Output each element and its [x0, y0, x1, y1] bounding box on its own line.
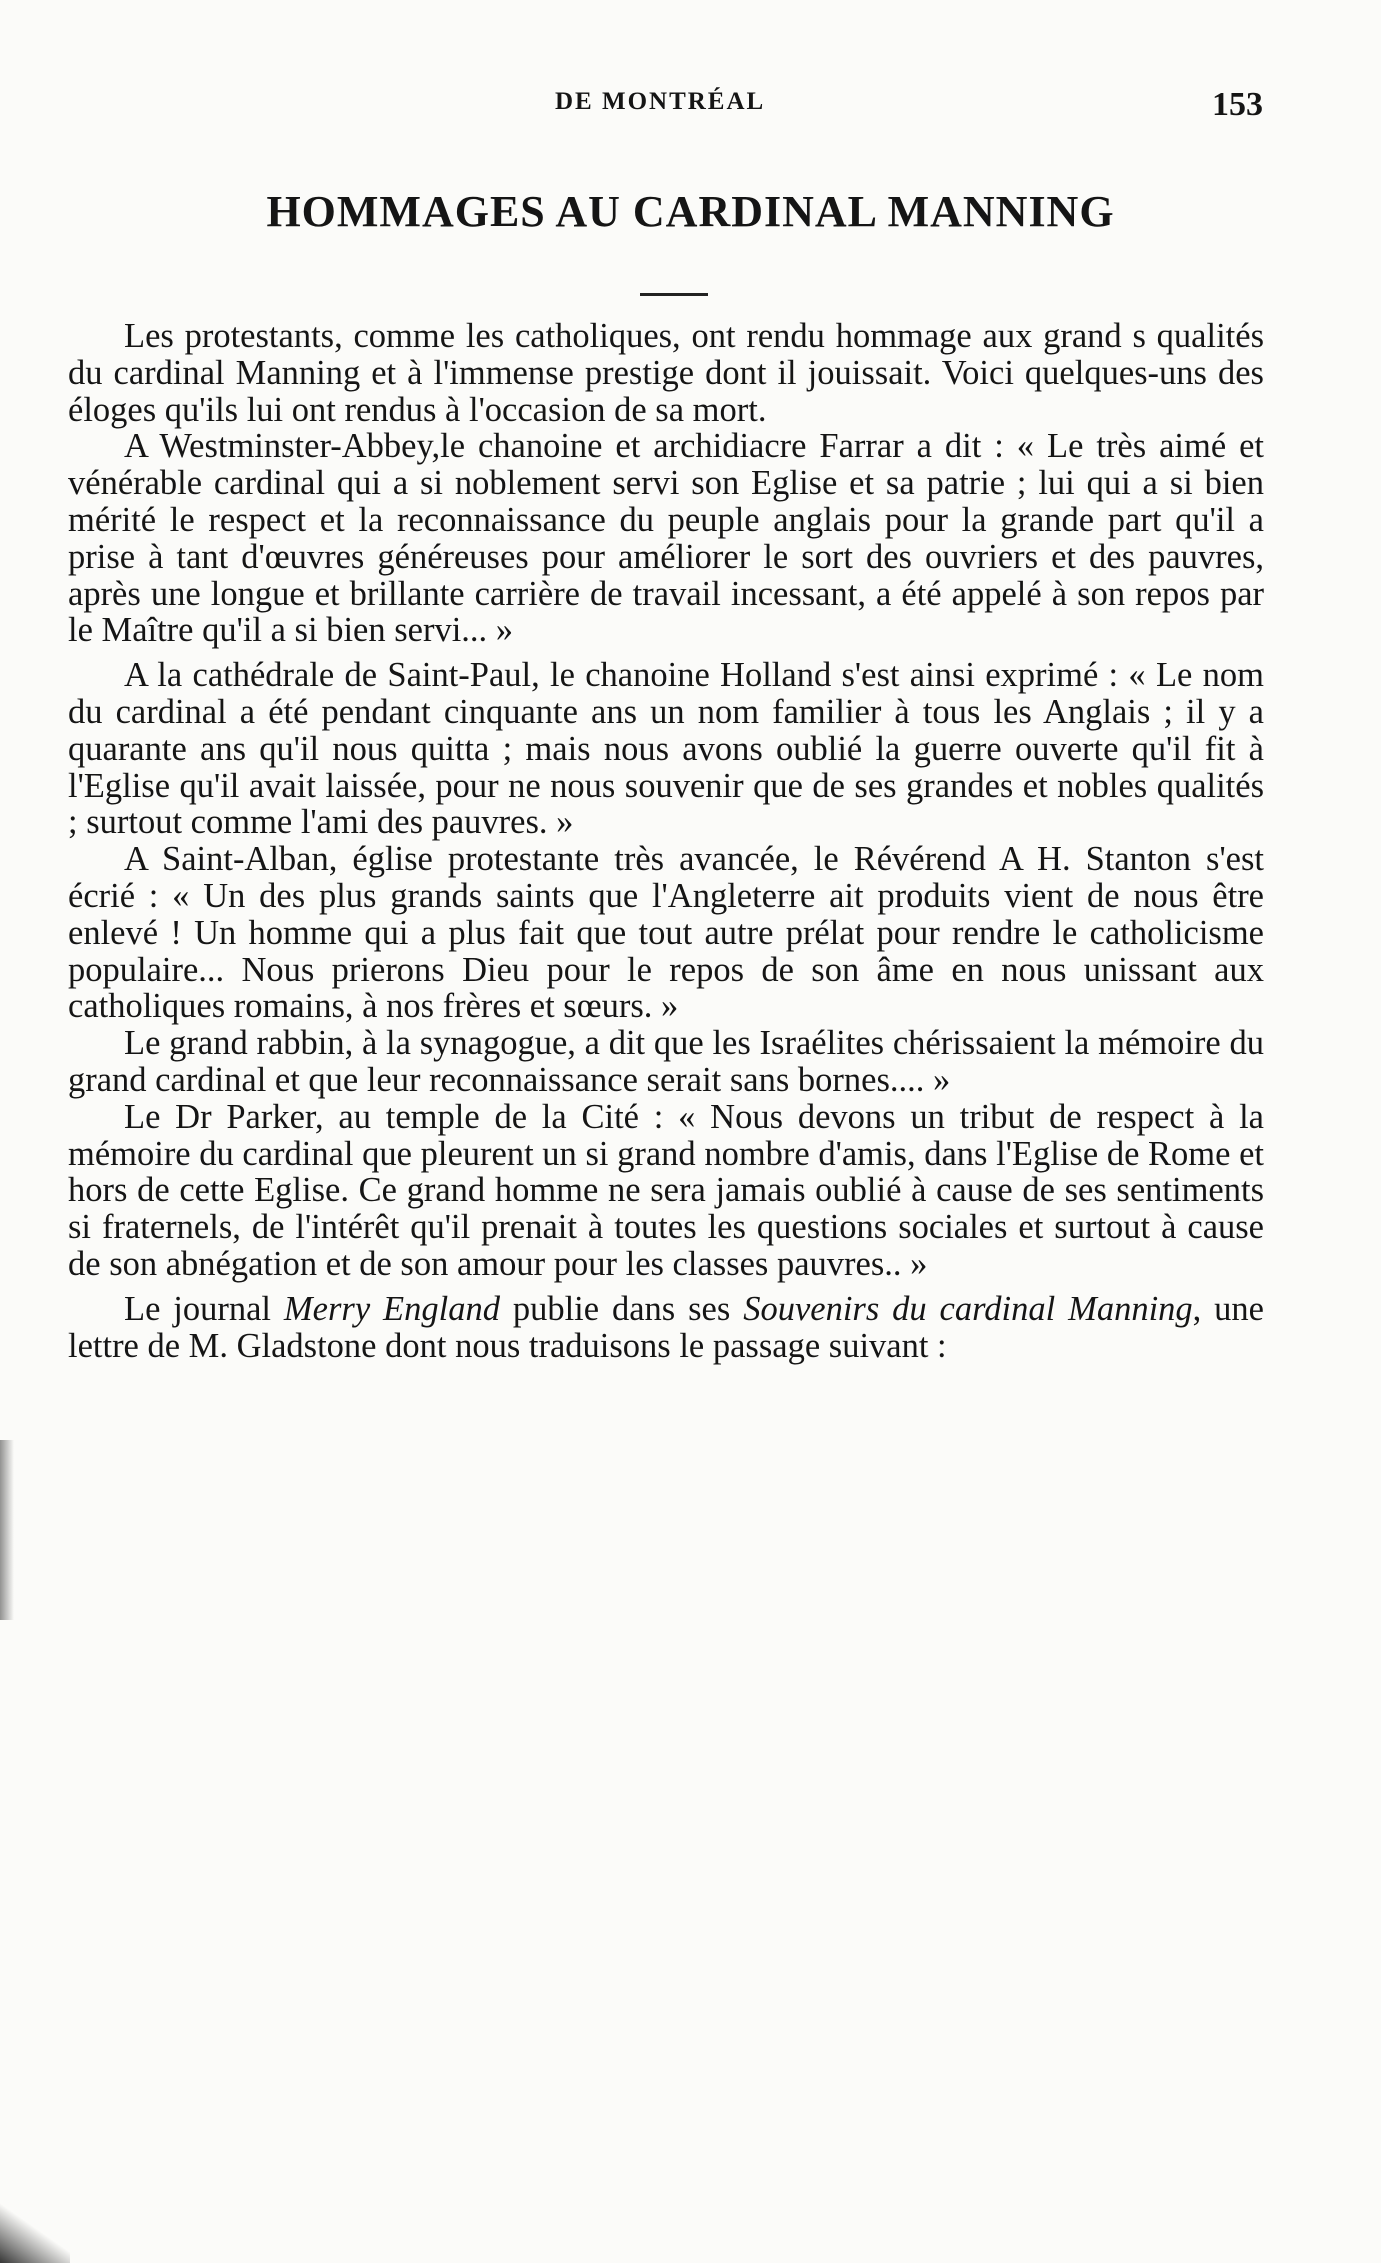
corner-shadow [0, 2203, 70, 2263]
page-number: 153 [1212, 86, 1263, 123]
running-title: DE MONTRÉAL [555, 88, 766, 115]
merry-england-text-3: , une lettre de M. Gladstone dont nous traduisons le passage suivant : [68, 1289, 1264, 1365]
paragraph-rabbin: Le grand rabbin, à la synagogue, a dit que les Israélites chérissaient la mémoire du grand cardinal et que leur reconnaissance serait sans bornes.... » [68, 1024, 1264, 1099]
paragraph-protestants: Les protestants, comme les catholiques, ont rendu hommage aux grand s qualités du cardinal Manning et à l'immense prestige dont il jouissait. Voici quelques-uns des éloges qu'ils lui ont rendus à l'occasion de sa mort. [68, 317, 1264, 429]
souvenirs-title: Souvenirs du cardinal Manning [743, 1289, 1193, 1328]
paragraph-saint-alban: A Saint-Alban, église protestante très avancée, le Révérend A H. Stanton s'est écrié : « Un des plus grands saints que l'Angleterre ait produits vient de nous être enlevé ! Un homme qui a plus fait que tout autre prélat pour rendre le catholicisme populaire... Nous prierons Dieu pour le repos de son âme en nous unissant aux catholiques romains, à nos frères et sœurs. » [68, 840, 1264, 1026]
merry-england-text-2: publie dans ses [499, 1289, 744, 1328]
merry-england-title: Merry England [283, 1289, 500, 1328]
paragraph-merry-england [68, 1291, 1264, 1365]
merry-england-text-1: Le journal [124, 1289, 284, 1328]
paragraph-parker: Le Dr Parker, au temple de la Cité : « Nous devons un tribut de respect à la mémoire du cardinal que pleurent un si grand nombre d'amis, dans l'Eglise de Rome et hors de cette Eglise. Ce grand homme ne sera jamais oublié à cause de ses sentiments si fraternels, de l'intérêt qu'il prenait à toutes les questions sociales et surtout à cause de son abnégation et de son amour pour les classes pauvres.. » [68, 1097, 1264, 1283]
paragraph-westminster: A Westminster-Abbey,le chanoine et archidiacre Farrar a dit : « Le très aimé et vénérable cardinal qui a si noblement servi son Eglise et sa patrie ; lui qui a si bien mérité le respect et la reconnaissance du peuple anglais pour la grande part qu'il a prise à tant d'œuvres généreuses pour améliorer le sort des ouvriers et des pauvres, après une longue et brillante carrière de travail incessant, a été appelé à son repos par le Maître qu'il a si bien servi... » [68, 427, 1264, 650]
section-heading: HOMMAGES AU CARDINAL MANNING [266, 187, 1115, 236]
binding-shadow [0, 1440, 14, 1620]
heading-rule [640, 293, 708, 296]
running-head [0, 88, 1381, 128]
paragraph-saint-paul: A la cathédrale de Saint-Paul, le chanoine Holland s'est ainsi exprimé : « Le nom du cardinal a été pendant cinquante ans un nom familier à tous les Anglais ; il y a quarante ans qu'il nous quitta ; mais nous avons oublié la guerre ouverte qu'il fit à l'Eglise qu'il avait laissée, pour ne nous souvenir que de ses grandes et nobles qualités ; surtout comme l'ami des pauvres. » [68, 656, 1264, 842]
body-text [68, 318, 1264, 1364]
